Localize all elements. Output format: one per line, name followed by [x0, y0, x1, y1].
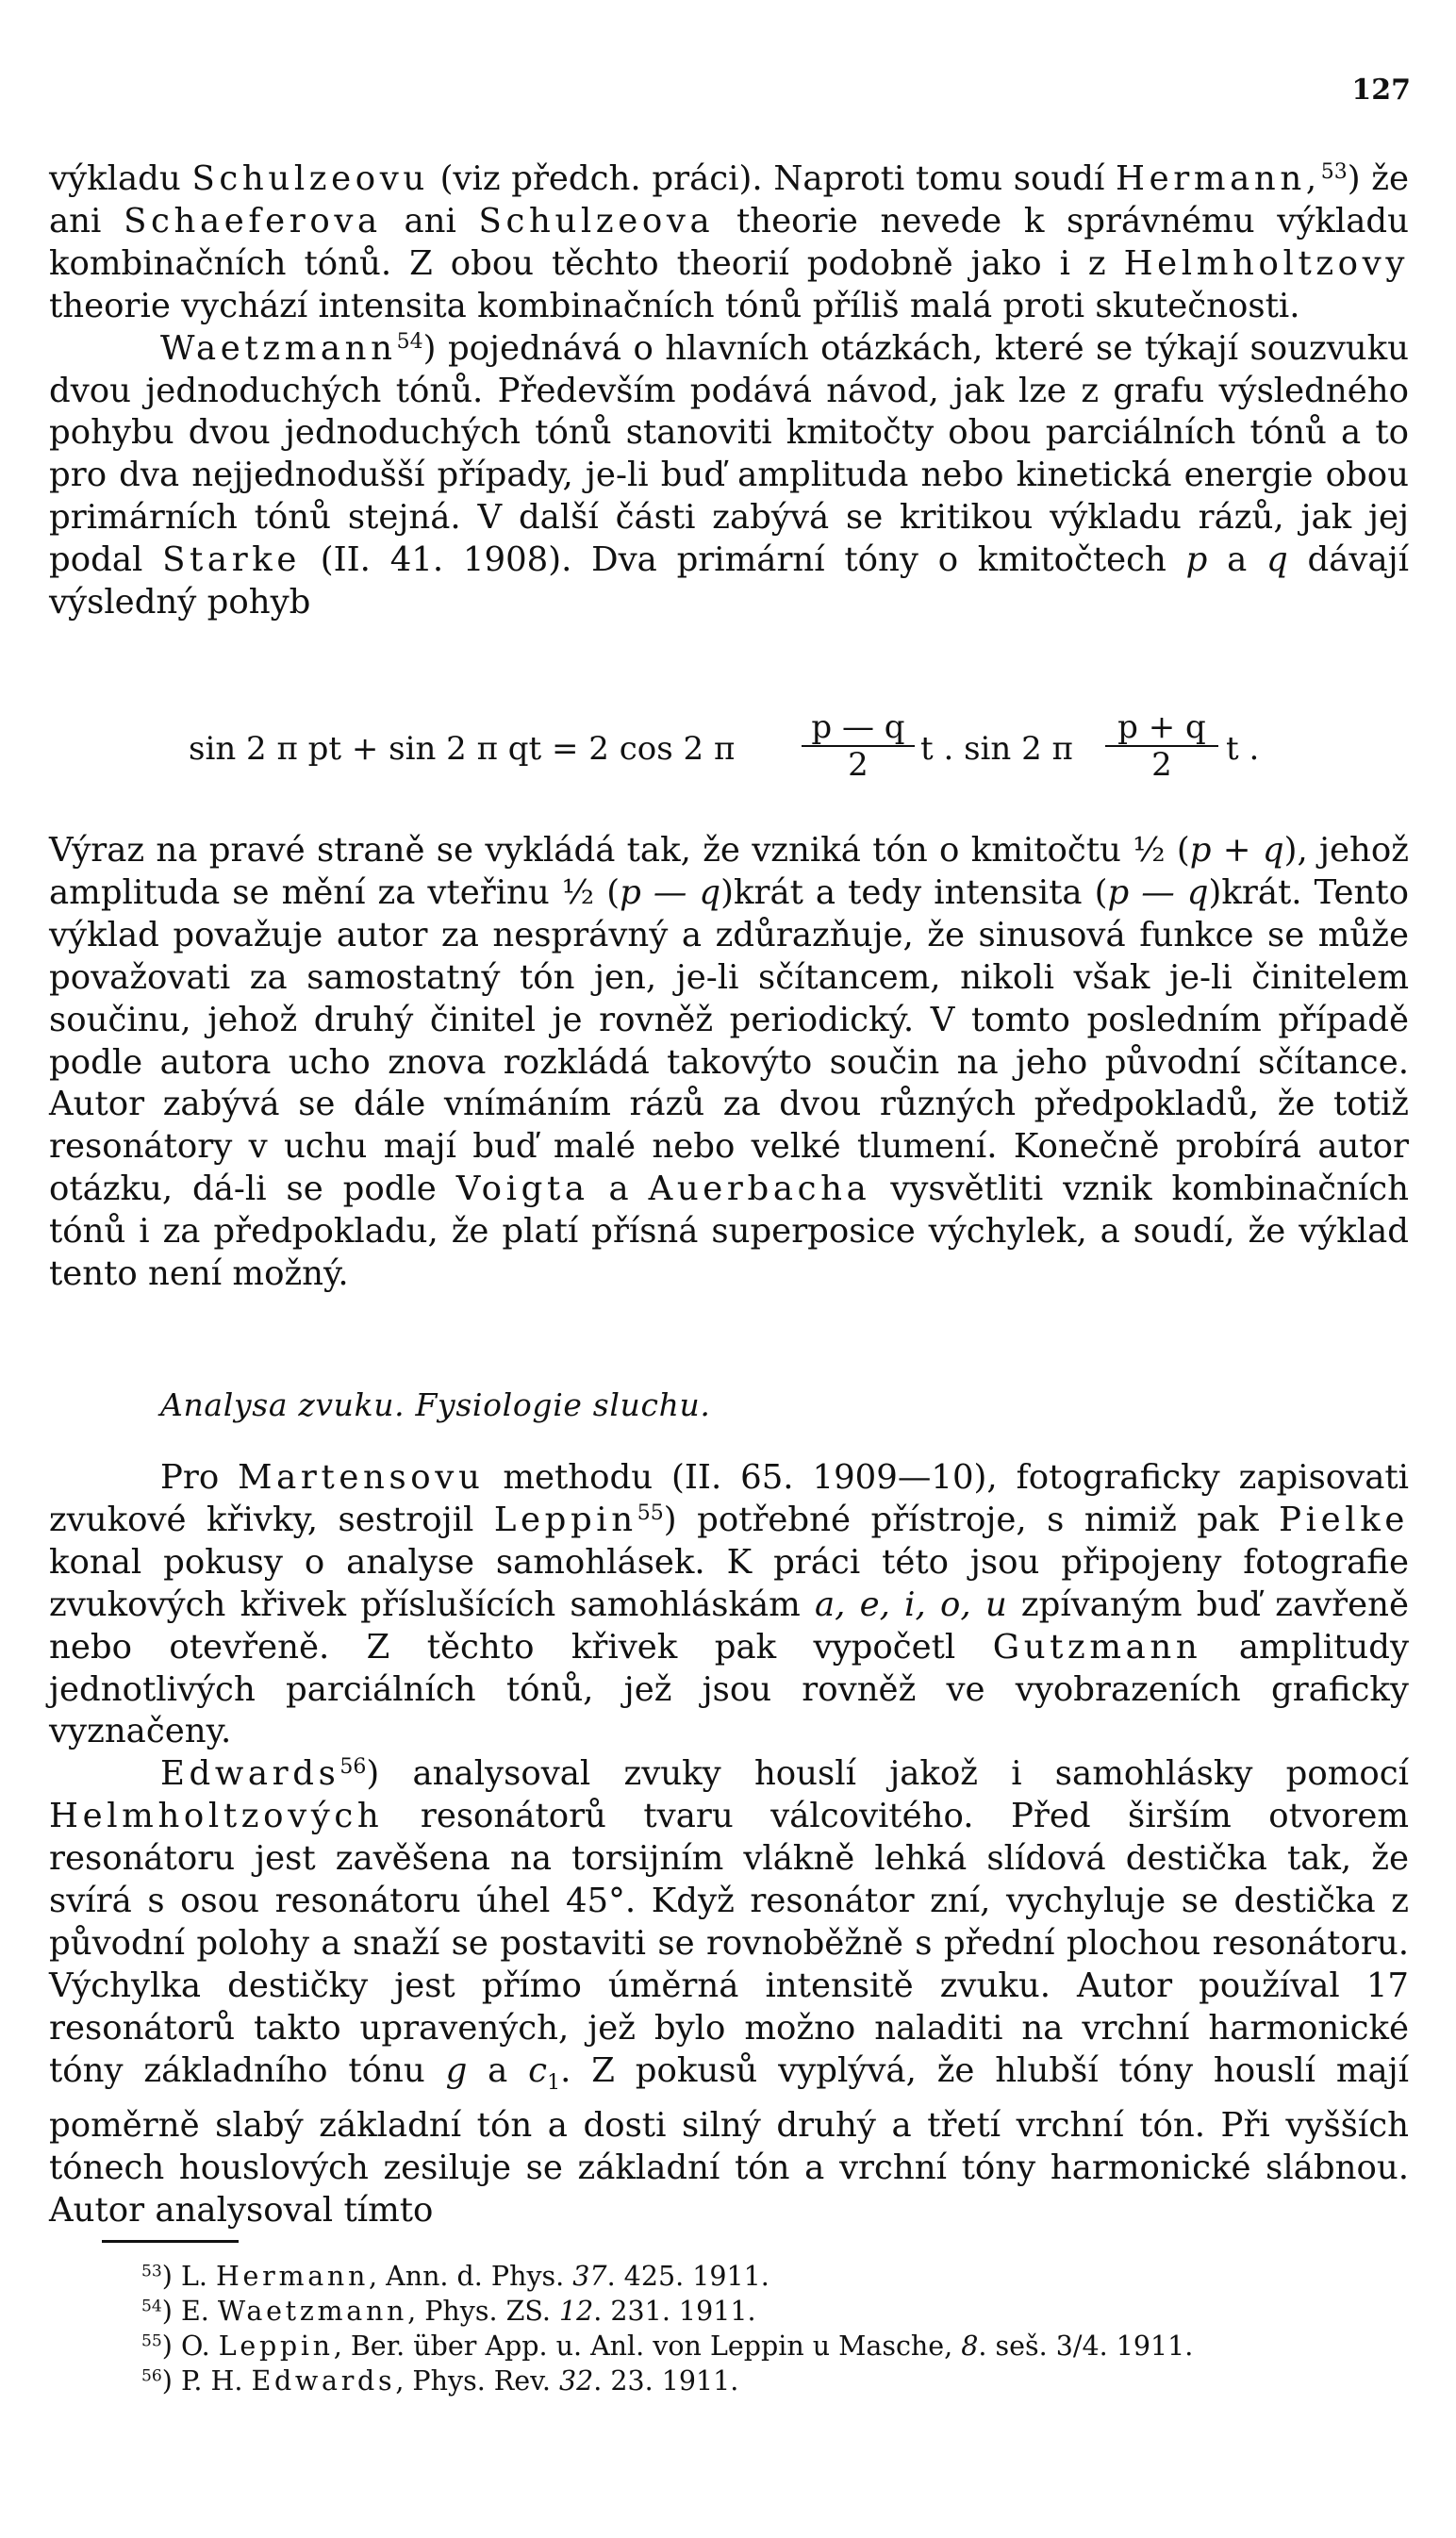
paragraph-4: Pro Martensovu methodu (II. 65. 1909—10), fotograficky zapisovati zvukové křivky, sestrojil Leppin$^{55}$) potřebné přístroje, s nimiž pak Pielke konal pokusy o analyse samohlásek. K práci této jsou připojeny fotografie zvukových křivek příslušících samohláskám a, e, i, o, u zpívaným buď zavřeně nebo otevřeně. Z těchto křivek pak vypočetl Gutzmann amplitudy jednotlivých parciálních tónů, jež jsou rovněž ve vyobrazeních graficky vyznačeny. [49, 1458, 1410, 1751]
section-heading: Analysa zvuku. Fysiologie sluchu. [160, 1386, 711, 1423]
footnote-53: $^{53}$) L. Hermann, Ann. d. Phys. 37. 425. 1911. [141, 2261, 769, 2292]
paragraph-2: Waetzmann$^{54}$) pojednává o hlavních otázkách, které se týkají souzvuku dvou jednoduchých tónů. Především podává návod, jak lze z grafu výsledného pohybu dvou jednoduchých tónů stanoviti kmitočty obou parciálních tónů a to pro dva nejjednodušší případy, je-li buď amplituda nebo kinetická energie obou primárních tónů stejná. V další části zabývá se kritikou výkladu rázů, jak jej podal Starke (II. 41. 1908). Dva primární tóny o kmitočtech p a q dávají výsledný pohyb [49, 328, 1410, 622]
formula-fraction-2: $\frac{p + q}{2}$ [1105, 709, 1218, 783]
formula-left: sin 2 π pt + sin 2 π qt = 2 cos 2 π [189, 730, 736, 768]
body-text-bottom [49, 1457, 1409, 2231]
paragraph-1: výkladu Schulzeovu (viz předch. práci). Naproti tomu soudí Hermann,$^{53}$) že ani Schaeferova ani Schulzeova theorie nevede k správnému výkladu kombinačních tónů. Z obou těchto theorií podobně jako i z Helmholtzovy theorie vychází intensita kombinačních tónů příliš malá proti skutečnosti. [49, 159, 1409, 325]
footnote-ref-55: 55 [637, 1501, 664, 1525]
footnote-ref-53: 53 [1320, 159, 1348, 184]
formula-middle: t . sin 2 π [920, 730, 1073, 768]
paragraph-5: Edwards$^{56}$) analysoval zvuky houslí jakož i samohlásky pomocí Helmholtzových resonátorů tvaru válcovitého. Před širším otvorem resonátoru jest zavěšena na torsijním vlákně lehká slídová destička tak, že svírá s osou resonátoru úhel 45°. Když resonátor zní, vychyluje se destička z původní polohy a snaží se postaviti se rovnoběžně s přední plochou resonátoru. Výchylka destičky jest přímo úměrná intensitě zvuku. Autor používal 17 resonátorů takto upravených, jež bylo možno naladiti na vrchní harmonické tóny základního tónu g a $c_1$. Z pokusů vyplývá, že hlubší tóny houslí mají poměrně slabý základní tón a dosti silný druhý a třetí vrchní tón. Při vyšších tónech houslových zesiluje se základní tón a vrchní tóny harmonické slábnou. Autor analysoval tímto [49, 1754, 1410, 2230]
paragraph-3: Výraz na pravé straně se vykládá tak, že vzniká tón o kmitočtu ½ (p + q), jehož amplituda se mění za vteřinu ½ (p — q)krát a tedy intensita (p — q)krát. Tento výklad považuje autor za nesprávný a zdůrazňuje, že sinusová funkce se může považovati za samostatný tón jen, je-li sčítancem, nikoli však je-li činitelem součinu, jehož druhý činitel je rovněž periodický. V tomto posledním případě podle autora ucho znova rozkládá takovýto součin na jeho původní sčítance. Autor zabývá se dále vnímáním rázů za dvou různých předpokladů, že totiž resonátory v uchu mají buď malé nebo velké tlumení. Konečně probírá autor otázku, dá-li se podle Voigta a Auerbacha vysvětliti vznik kombinačních tónů i za předpokladu, že platí přísná superposice výchylek, a soudí, že výklad tento není možný. [49, 831, 1410, 1294]
formula-fraction-1: $\frac{p — q}{2}$ [802, 709, 915, 783]
formula-end: t . [1226, 730, 1260, 768]
footnotes [141, 2259, 1193, 2398]
footnote-55: $^{55}$) O. Leppin, Ber. über App. u. Anl. von Leppin u Masche, 8. seš. 3/4. 1911. [141, 2331, 1194, 2362]
body-text-middle [49, 830, 1409, 1296]
beat-formula [0, 709, 1456, 794]
footnote-54: $^{54}$) E. Waetzmann, Phys. ZS. 12. 231. 1911. [141, 2296, 756, 2327]
footnote-56: $^{56}$) P. H. Edwards, Phys. Rev. 32. 23. 1911. [141, 2365, 739, 2397]
page-number: 127 [1351, 74, 1411, 107]
body-text-top [49, 158, 1409, 624]
footnote-ref-56: 56 [339, 1755, 367, 1780]
footnote-ref-54: 54 [396, 329, 423, 354]
footnote-divider [102, 2240, 239, 2243]
